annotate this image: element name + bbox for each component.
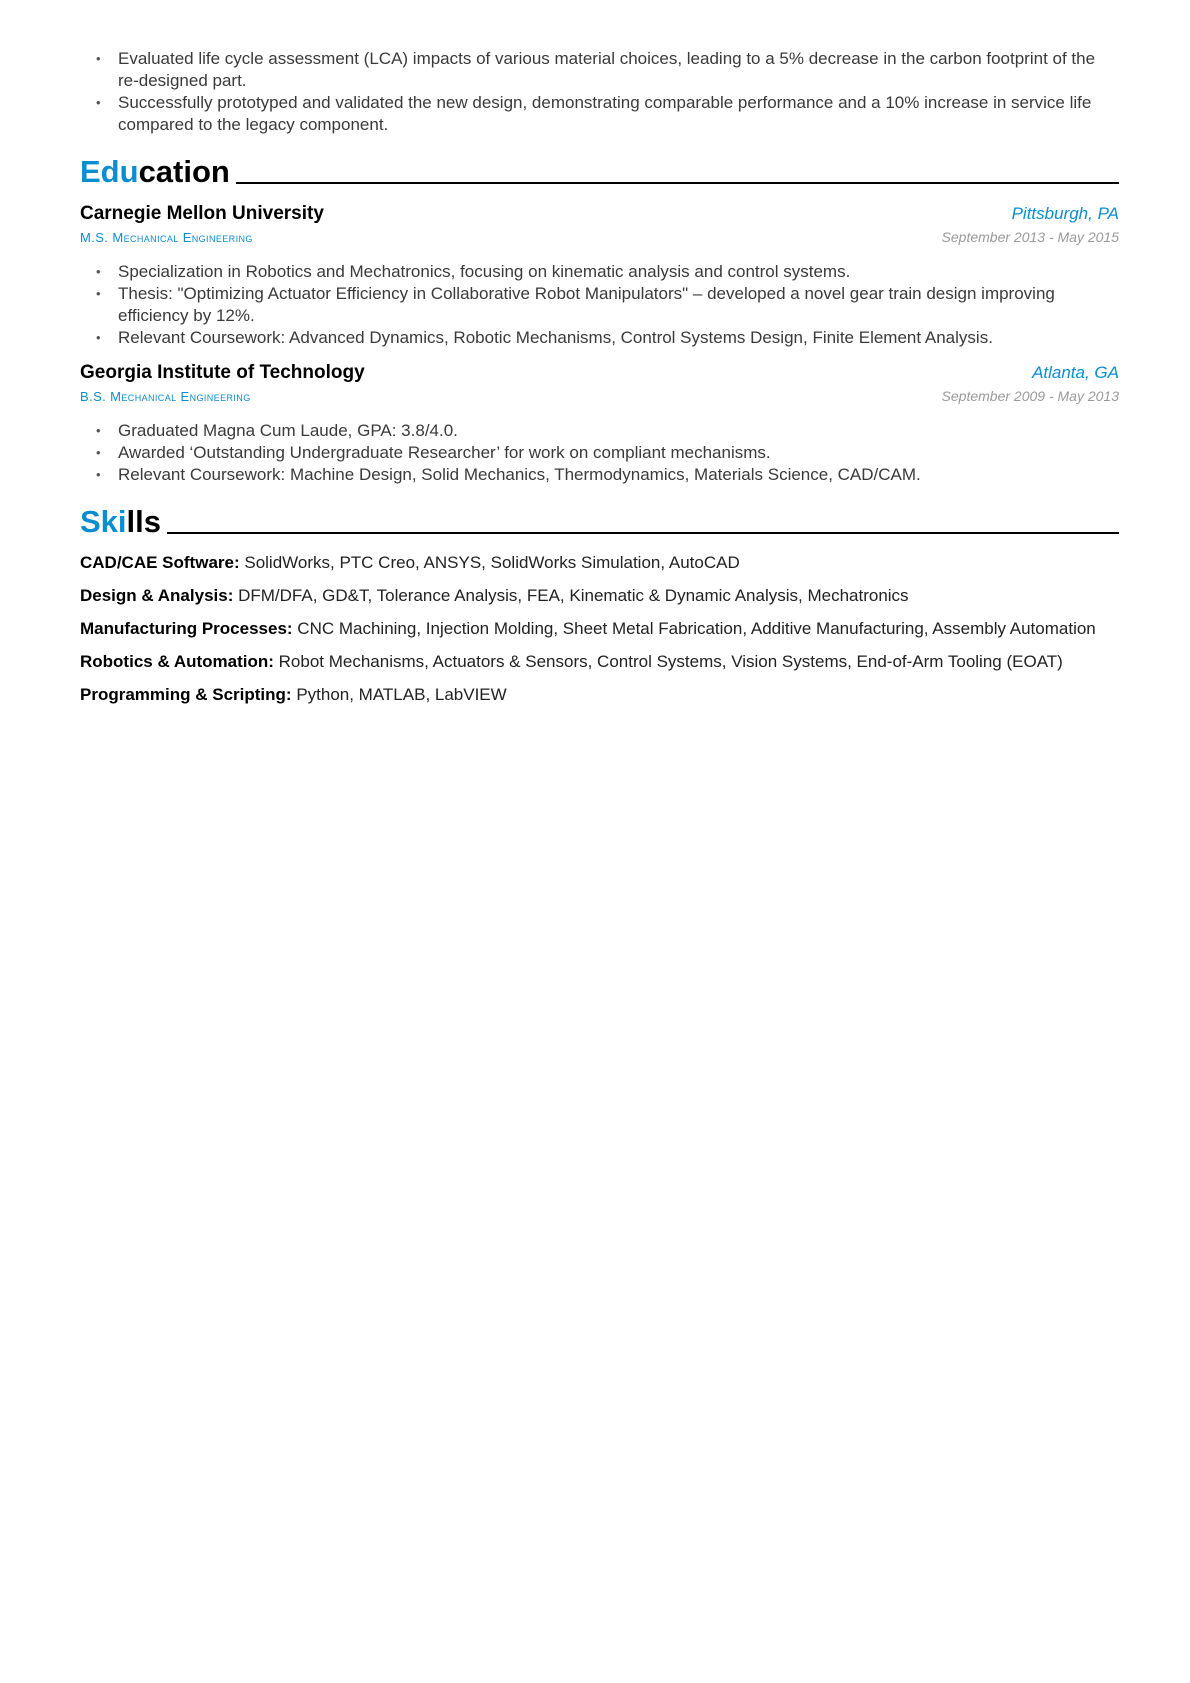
education-section-title [80, 154, 230, 190]
skill-row [80, 618, 1119, 640]
education-bullet-list [80, 261, 1119, 349]
degree-dates: September 2013 - May 2015 [941, 229, 1119, 245]
skills-title-rest: lls [126, 504, 161, 539]
degree-name: B.S. Mechanical Engineering [80, 389, 251, 404]
education-bullet: • Graduated Magna Cum Laude, GPA: 3.8/4.0. [118, 420, 1119, 442]
skills-section-title [80, 504, 161, 540]
education-entry-cmu [80, 202, 1119, 349]
skill-value: Robot Mechanisms, Actuators & Sensors, Control Systems, Vision Systems, End-of-Arm Tooling (EOAT) [278, 652, 1063, 671]
education-title-rest: cation [138, 154, 230, 189]
skills-list [80, 552, 1119, 706]
skill-label: Manufacturing Processes: [80, 619, 293, 638]
skill-value: DFM/DFA, GD&T, Tolerance Analysis, FEA, Kinematic & Dynamic Analysis, Mechatronics [238, 586, 909, 605]
skill-value: SolidWorks, PTC Creo, ANSYS, SolidWorks Simulation, AutoCAD [244, 553, 740, 572]
education-section-rule [236, 182, 1119, 184]
skills-section-rule [167, 532, 1119, 534]
skill-label: Robotics & Automation: [80, 652, 274, 671]
skill-row [80, 585, 1119, 607]
skill-value: Python, MATLAB, LabVIEW [296, 685, 507, 704]
education-title-accent: Edu [80, 154, 139, 189]
institution-name: Georgia Institute of Technology [80, 362, 365, 383]
skill-label: Design & Analysis: [80, 586, 234, 605]
skill-value: CNC Machining, Injection Molding, Sheet Metal Fabrication, Additive Manufacturing, Assembly Automation [297, 619, 1096, 638]
skill-label: Programming & Scripting: [80, 685, 292, 704]
skill-row [80, 552, 1119, 574]
experience-bullet: • Evaluated life cycle assessment (LCA) impacts of various material choices, leading to a 5% decrease in the carbon footprint of the re-designed part. [118, 48, 1119, 92]
resume-page [80, 48, 1119, 717]
education-bullet: • Specialization in Robotics and Mechatronics, focusing on kinematic analysis and control systems. [118, 261, 1119, 283]
education-entry-gatech [80, 361, 1119, 486]
skill-row [80, 684, 1119, 706]
experience-bullet-list [80, 48, 1119, 136]
degree-name: M.S. Mechanical Engineering [80, 230, 253, 245]
education-bullet: • Awarded ‘Outstanding Undergraduate Researcher’ for work on compliant mechanisms. [118, 442, 1119, 464]
degree-dates: September 2009 - May 2013 [941, 388, 1119, 404]
education-bullet: • Thesis: "Optimizing Actuator Efficiency in Collaborative Robot Manipulators" – developed a novel gear train design improving efficiency by 12%. [118, 283, 1119, 327]
education-bullet-list [80, 420, 1119, 486]
education-bullet: • Relevant Coursework: Machine Design, Solid Mechanics, Thermodynamics, Materials Science, CAD/CAM. [118, 464, 1119, 486]
skill-row [80, 651, 1119, 673]
education-section-header [80, 146, 1119, 190]
institution-location: Atlanta, GA [1032, 363, 1119, 382]
skills-title-accent: Ski [80, 504, 127, 539]
education-bullet: • Relevant Coursework: Advanced Dynamics, Robotic Mechanisms, Control Systems Design, Finite Element Analysis. [118, 327, 1119, 349]
institution-name: Carnegie Mellon University [80, 203, 324, 224]
skills-section-header [80, 496, 1119, 540]
experience-bullet: • Successfully prototyped and validated the new design, demonstrating comparable performance and a 10% increase in service life compared to the legacy component. [118, 92, 1119, 136]
institution-location: Pittsburgh, PA [1011, 204, 1119, 223]
skill-label: CAD/CAE Software: [80, 553, 240, 572]
